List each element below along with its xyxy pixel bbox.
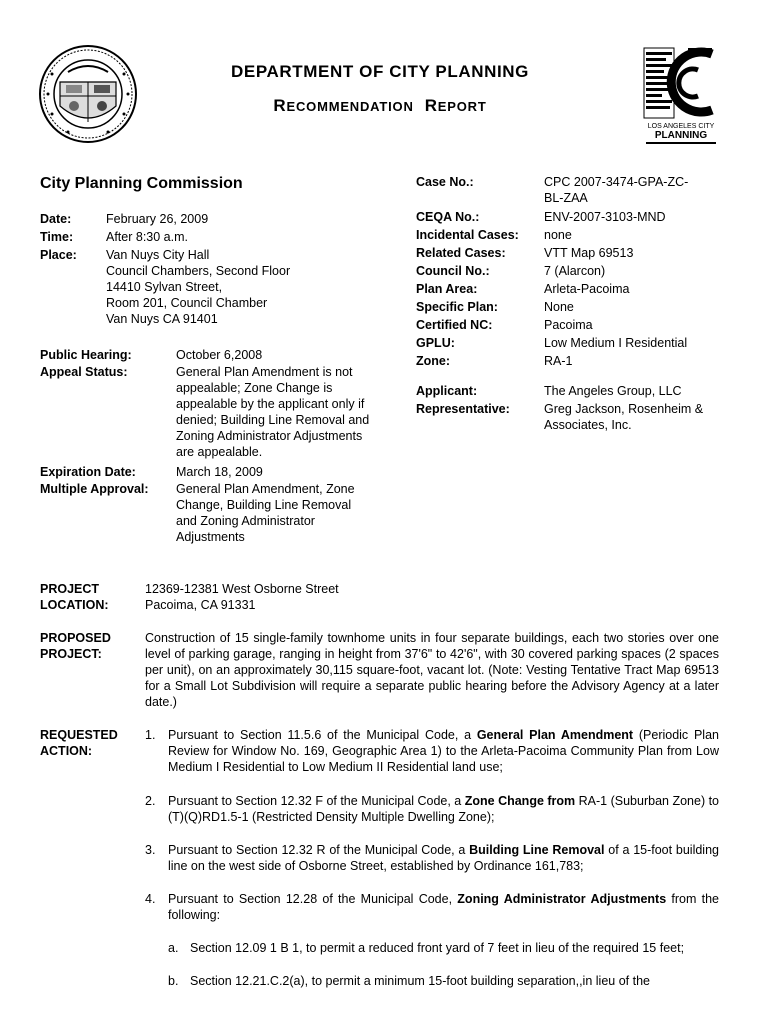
sub-item-letter: b.: [168, 974, 179, 988]
appeal-status-value: General Plan Amendment is not appealable; Zone Change is appealable by the applicant only if denied; Building Line Removal and Zoning Administrator Adjustments are appealable.: [176, 365, 370, 459]
case-no-value: CPC 2007-3474-GPA-ZC- BL-ZAA: [544, 175, 689, 205]
applicant-value: The Angeles Group, LLC: [544, 384, 682, 398]
commission-title: City Planning Commission: [40, 175, 243, 192]
svg-text:LOS ANGELES CITY: LOS ANGELES CITY: [647, 123, 715, 130]
case-no-label: Case No.:: [416, 175, 474, 189]
applicant-label: Applicant:: [416, 384, 478, 398]
action-item: Pursuant to Section 12.28 of the Municipal Code, Zoning Administrator Adjustments from the following:: [168, 892, 720, 922]
certified-nc-value: Pacoima: [544, 318, 593, 332]
expiration-date-label: Expiration Date:: [40, 465, 136, 479]
sub-item-text: Section 12.09 1 B 1, to permit a reduced front yard of 7 feet in lieu of the required 15 feet;: [190, 941, 685, 955]
zone-value: RA-1: [544, 354, 573, 368]
sub-item-text: Section 12.21.C.2(a), to permit a minimum 15-foot building separation,,in lieu of the: [190, 974, 650, 988]
gplu-label: GPLU:: [416, 336, 455, 350]
sub-item-letter: a.: [168, 941, 179, 955]
planning-logo-icon: [642, 44, 720, 148]
representative-value: Greg Jackson, Rosenheim & Associates, Inc.: [544, 402, 704, 432]
appeal-status-label: Appeal Status:: [40, 365, 128, 379]
incidental-cases-value: none: [544, 228, 572, 242]
project-location-label: PROJECT LOCATION:: [40, 582, 109, 612]
council-no-label: Council No.:: [416, 264, 490, 278]
project-location-value: 12369-12381 West Osborne Street Pacoima, CA 91331: [145, 582, 339, 612]
zone-label: Zone:: [416, 354, 451, 368]
public-hearing-value: October 6,2008: [176, 348, 263, 362]
date-value: February 26, 2009: [106, 212, 209, 226]
public-hearing-label: Public Hearing:: [40, 348, 132, 362]
action-item: Pursuant to Section 11.5.6 of the Municipal Code, a General Plan Amendment (Periodic Plan Review for Window No. 169, Geographic Area 1) to the Arleta-Pacoima Community Plan from Low Medium I Residential to Low Medium II Residential land use;: [168, 728, 719, 774]
svg-text:PLANNING: PLANNING: [654, 130, 708, 141]
action-item: Pursuant to Section 12.32 F of the Municipal Code, a Zone Change from RA-1 (Suburban Zone) to (T)(Q)RD1.5-1 (Restricted Density Multiple Dwelling Zone);: [168, 794, 720, 824]
related-cases-value: VTT Map 69513: [544, 246, 634, 260]
action-item-number: 3.: [145, 843, 156, 857]
time-value: After 8:30 a.m.: [106, 230, 188, 244]
gplu-value: Low Medium I Residential: [544, 336, 688, 350]
report-title: RECOMMENDATION REPORT: [273, 96, 487, 115]
ceqa-value: ENV-2007-3103-MND: [544, 210, 666, 224]
place-value: Van Nuys City Hall Council Chambers, Second Floor 14410 Sylvan Street, Room 201, Council Chamber Van Nuys CA 91401: [106, 248, 291, 326]
city-seal-icon: [38, 44, 138, 144]
department-title: DEPARTMENT OF CITY PLANNING: [231, 62, 529, 81]
time-label: Time:: [40, 230, 74, 244]
requested-action-label: REQUESTED ACTION:: [40, 728, 118, 758]
multiple-approval-label: Multiple Approval:: [40, 482, 149, 496]
action-item-number: 2.: [145, 794, 156, 808]
proposed-project-label: PROPOSED PROJECT:: [40, 631, 111, 661]
council-no-value: 7 (Alarcon): [544, 264, 606, 278]
specific-plan-value: None: [544, 300, 574, 314]
plan-area-label: Plan Area:: [416, 282, 478, 296]
action-item: Pursuant to Section 12.32 R of the Municipal Code, a Building Line Removal of a 15-foot building line on the west side of Osborne Street, established by Ordinance 161,783;: [168, 843, 719, 873]
action-item-number: 4.: [145, 892, 156, 906]
representative-label: Representative:: [416, 402, 510, 416]
proposed-project-text: Construction of 15 single-family townhome units in four separate buildings, each two stories over one level of parking garage, ranging in height from 37'6" to 42'6", with 30 covered parking spaces (2 spaces per unit), on an approximately 30,115 square-foot, vacant lot. (Note: Vesting Tentative Tract Map 69513 for a Small Lot Subdivision will require a separate public hearing before the Advisory Agency at a later date.): [145, 631, 719, 709]
date-label: Date:: [40, 212, 72, 226]
ceqa-label: CEQA No.:: [416, 210, 480, 224]
related-cases-label: Related Cases:: [416, 246, 506, 260]
specific-plan-label: Specific Plan:: [416, 300, 498, 314]
certified-nc-label: Certified NC:: [416, 318, 493, 332]
multiple-approval-value: General Plan Amendment, Zone Change, Building Line Removal and Zoning Administrator Adjustments: [176, 482, 355, 544]
expiration-date-value: March 18, 2009: [176, 465, 263, 479]
place-label: Place:: [40, 248, 77, 262]
incidental-cases-label: Incidental Cases:: [416, 228, 519, 242]
plan-area-value: Arleta-Pacoima: [544, 282, 630, 296]
action-item-number: 1.: [145, 728, 156, 742]
